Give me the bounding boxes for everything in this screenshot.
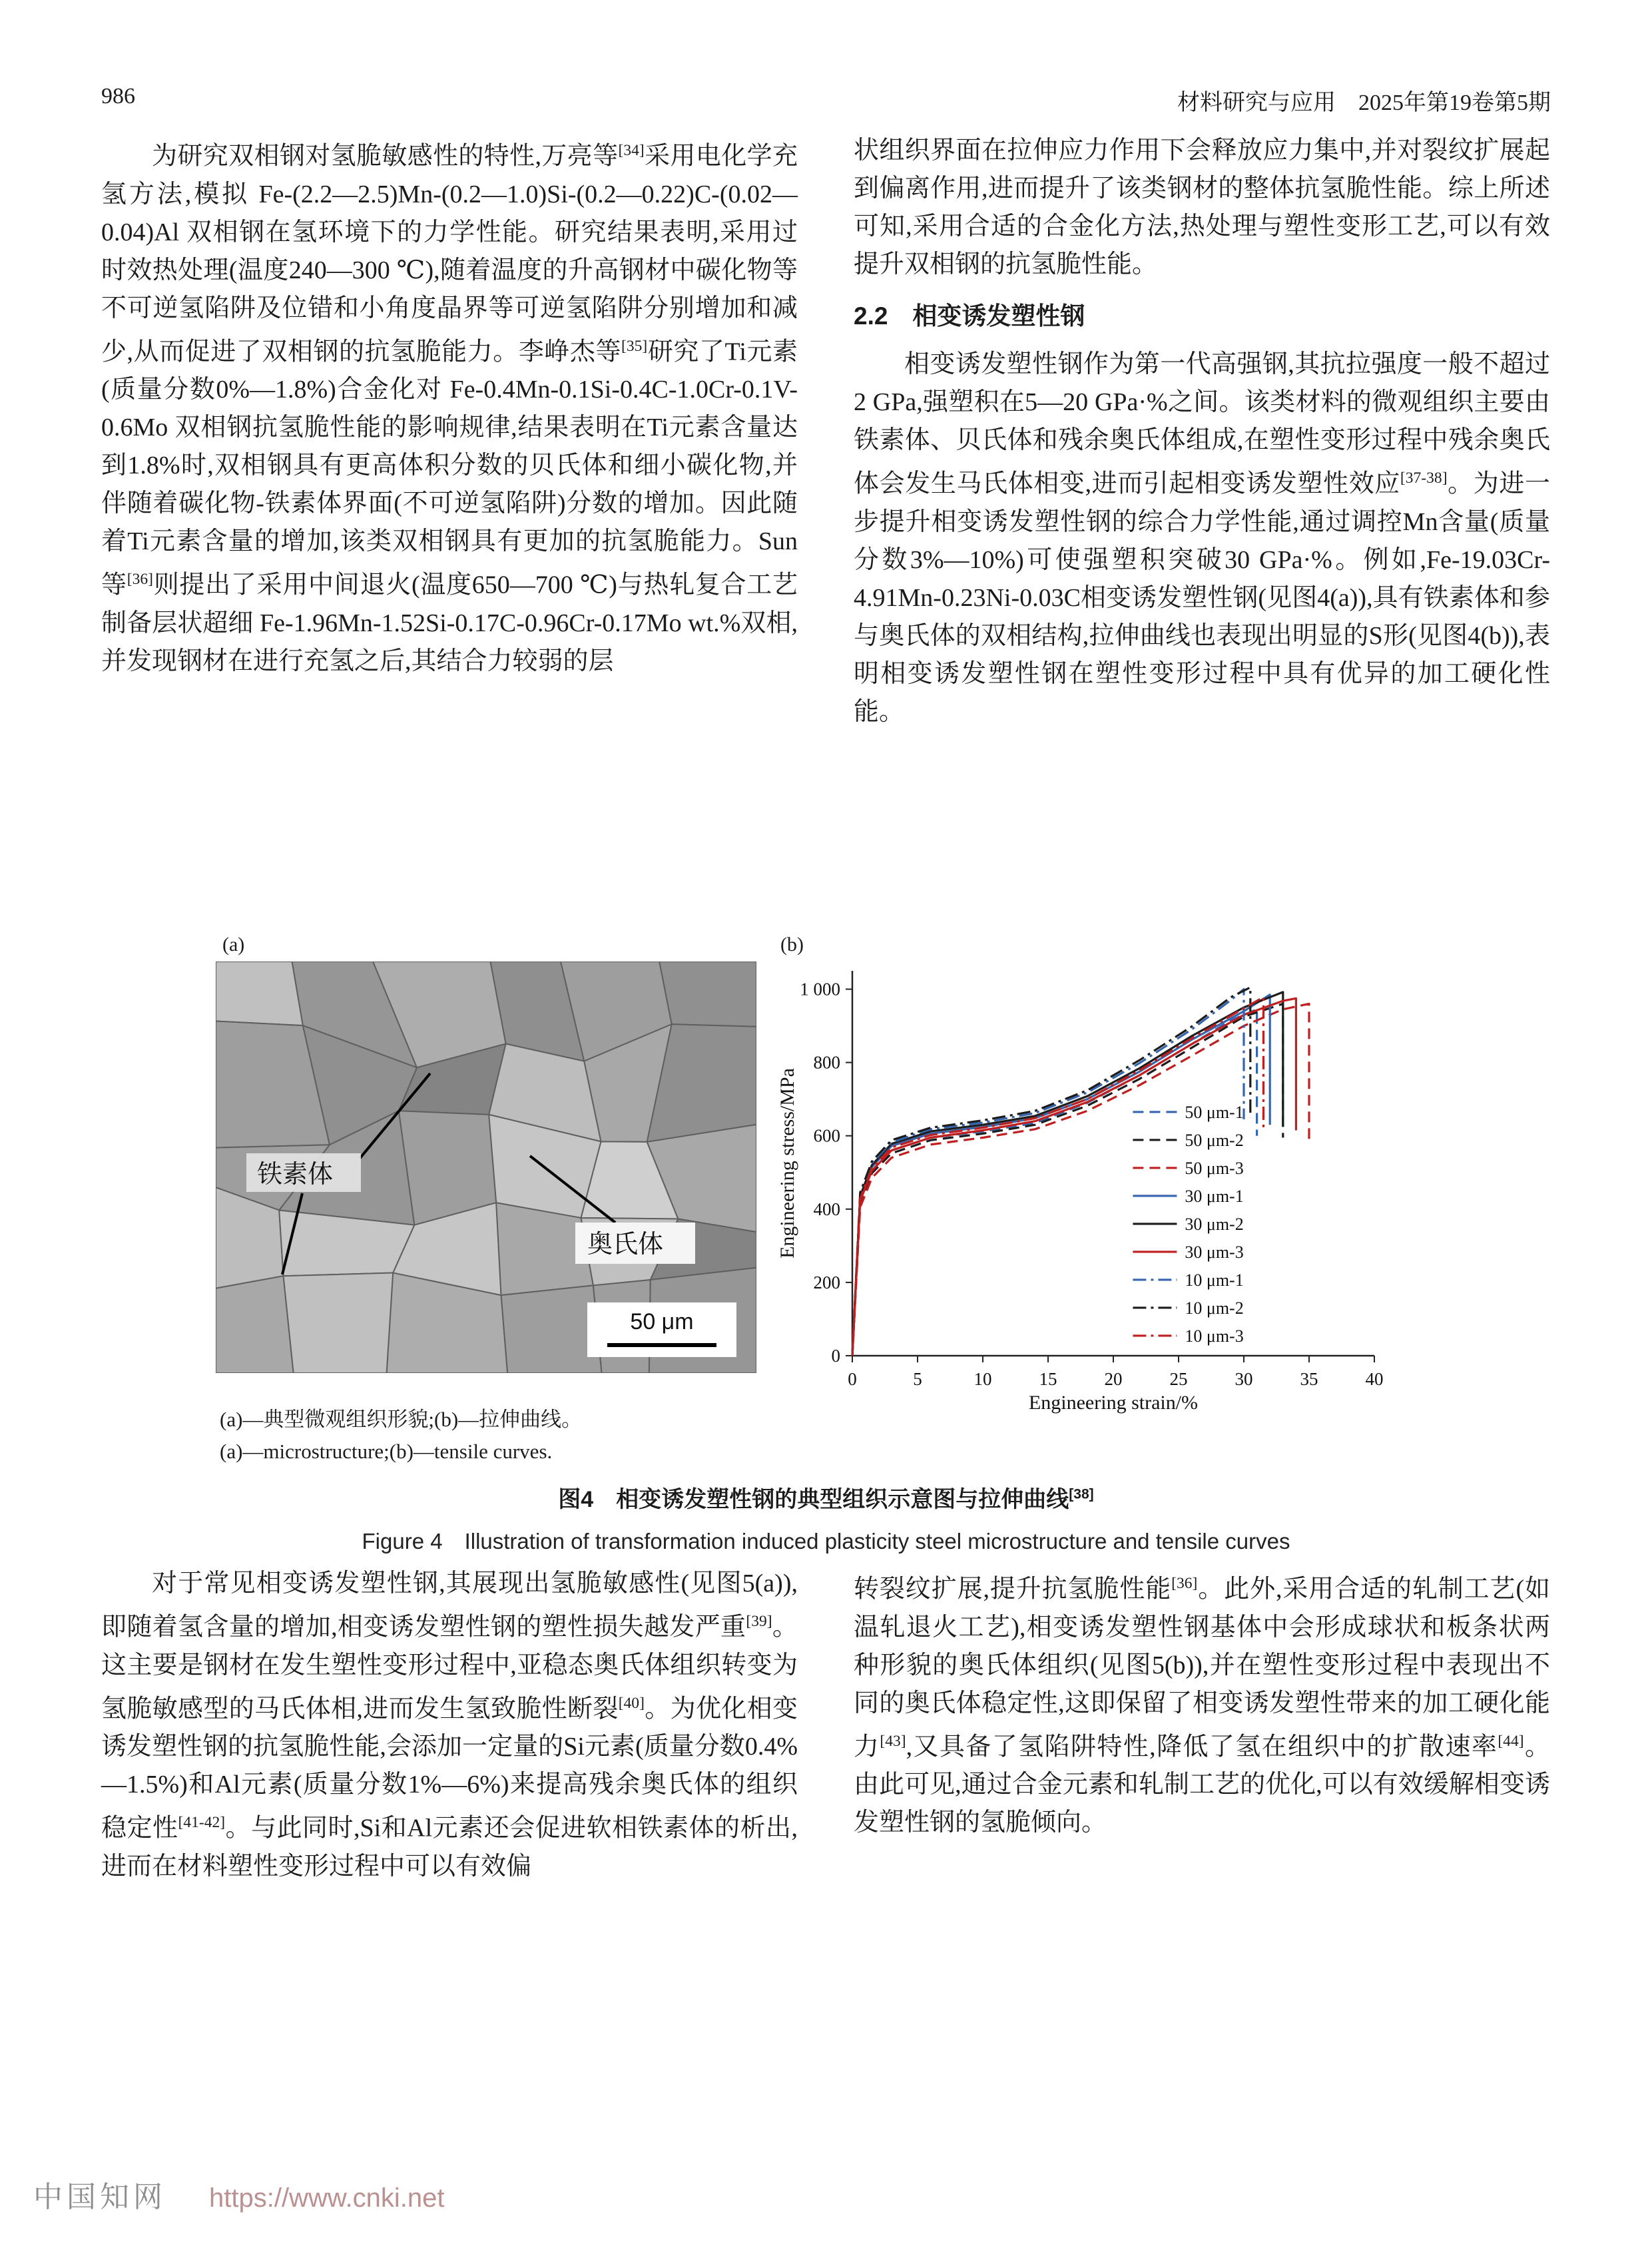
cnki-brand: 中国知网 xyxy=(33,2181,166,2213)
legend-label: 50 μm-2 xyxy=(1185,1130,1244,1150)
ferrite-label: 铁素体 xyxy=(257,1161,334,1189)
legend-label: 30 μm-1 xyxy=(1185,1186,1244,1206)
x-tick-label: 10 xyxy=(973,1369,992,1389)
bottom-text-columns xyxy=(101,1565,1550,1886)
x-tick-label: 0 xyxy=(848,1369,857,1389)
page-number: 986 xyxy=(101,84,135,109)
panel-b-label: (b) xyxy=(780,934,804,956)
x-tick-label: 35 xyxy=(1300,1369,1318,1389)
paragraph-trip-hydrogen: 对于常见相变诱发塑性钢,其展现出氢脆敏感性(见图5(a)),即随着氢含量的增加,相变诱发塑性钢的塑性损失越发严重[39]。这主要是钢材在发生塑性变形过程中,亚稳态奥氏体组织转变为氢脆敏感型的马氏体相,进而发生氢致脆性断裂[40]。为优化相变诱发塑性钢的抗氢脆性能,会添加一定量的Si元素(质量分数0.4%—1.5%)和Al元素(质量分数1%—6%)来提高残余奥氏体的组织稳定性[41-42]。与此同时,Si和Al元素还会促进软相铁素体的析出,进而在材料塑性变形过程中可以有效偏 xyxy=(101,1569,798,1880)
panel-a-label: (a) xyxy=(222,934,245,956)
figure-4 xyxy=(101,934,1551,1413)
right-column-bottom xyxy=(854,1565,1550,1886)
legend-label: 10 μm-1 xyxy=(1185,1270,1244,1290)
micrograph xyxy=(216,962,756,1373)
y-axis-title: Engineering stress/MPa xyxy=(776,1068,798,1259)
y-tick-label: 0 xyxy=(831,1346,840,1366)
caption-cn-small: (a)—典型微观组织形貌;(b)—拉伸曲线。 xyxy=(220,1408,583,1431)
x-tick-label: 30 xyxy=(1235,1369,1253,1389)
paragraph-trip-rolling: 转裂纹扩展,提升抗氢脆性能[36]。此外,采用合适的轧制工艺(如温轧退火工艺),相变诱发塑性钢基体中会形成球状和板条状两种形貌的奥氏体组织(见图5(b)),并在塑性变形过程中表现出不同的奥氏体稳定性,这即保留了相变诱发塑性带来的加工硬化能力[43],又具备了氢陷阱特性,降低了氢在组织中的扩散速率[44]。由此可见,通过合金元素和轧制工艺的优化,可以有效缓解相变诱发塑性钢的氢脆倾向。 xyxy=(854,1575,1550,1837)
caption-en-small: (a)—microstructure;(b)—tensile curves. xyxy=(220,1440,553,1463)
y-tick-label: 400 xyxy=(813,1199,840,1219)
grain xyxy=(659,962,756,1027)
legend-label: 10 μm-2 xyxy=(1185,1298,1244,1318)
cnki-watermark xyxy=(33,2173,444,2215)
legend-label: 10 μm-3 xyxy=(1185,1326,1244,1346)
top-text-columns xyxy=(101,132,1550,731)
x-tick-label: 25 xyxy=(1169,1369,1188,1389)
scale-bar-label: 50 μm xyxy=(630,1309,694,1334)
cnki-url-link[interactable]: https://www.cnki.net xyxy=(209,2183,445,2213)
left-column-top xyxy=(101,132,798,731)
paragraph-continuation: 状组织界面在拉伸应力作用下会释放应力集中,并对裂纹扩展起到偏离作用,进而提升了该类钢材的整体抗氢脆性能。综上所述可知,采用合适的合金化方法,热处理与塑性变形工艺,可以有效提升双相钢的抗氢脆性能。 xyxy=(854,137,1550,278)
y-tick-label: 1 000 xyxy=(800,979,840,999)
journal-title: 材料研究与应用 2025年第19卷第5期 xyxy=(1177,91,1551,115)
tensile-curves-chart xyxy=(774,956,1393,1422)
x-tick-label: 40 xyxy=(1365,1369,1384,1389)
grain xyxy=(216,962,303,1025)
grain xyxy=(216,1276,294,1373)
right-column-top xyxy=(854,132,1550,731)
paragraph-dual-phase-hydrogen: 为研究双相钢对氢脆敏感性的特性,万亮等[34]采用电化学充氢方法,模拟 Fe-(2.2—2.5)Mn-(0.2—1.0)Si-(0.2—0.22)C-(0.02—0.04)Al 双相钢在氢环境下的力学性能。研究结果表明,采用过时效热处理(温度240—300 ℃),随着温度的升高钢材中碳化物等不可逆氢陷阱及位错和小角度晶界等可逆氢陷阱分别增加和减少,从而促进了双相钢的抗氢脆能力。李峥杰等[35]研究了Ti元素(质量分数0%—1.8%)合金化对 Fe-0.4Mn-0.1Si-0.4C-1.0Cr-0.1V-0.6Mo 双相钢抗氢脆性能的影响规律,结果表明在Ti元素含量达到1.8%时,双相钢具有更高体积分数的贝氏体和细小碳化物,并伴随着碳化物-铁素体界面(不可逆氢陷阱)分数的增加。因此随着Ti元素含量的增加,该类双相钢具有更加的抗氢脆能力。Sun等[36]则提出了采用中间退火(温度650—700 ℃)与热轧复合工艺制备层状超细 Fe-1.96Mn-1.52Si-0.17C-0.96Cr-0.17Mo wt.%双相,并发现钢材在进行充氢之后,其结合力较弱的层 xyxy=(101,142,798,675)
left-column-bottom xyxy=(101,1565,798,1886)
grain xyxy=(501,1285,602,1373)
figure-caption-chinese: 图4 相变诱发塑性钢的典型组织示意图与拉伸曲线[38] xyxy=(558,1486,1094,1512)
legend-label: 50 μm-3 xyxy=(1185,1158,1244,1178)
figure-captions xyxy=(101,1404,1551,1555)
x-tick-label: 20 xyxy=(1104,1369,1123,1389)
austenite-label: 奥氏体 xyxy=(587,1231,664,1259)
legend-label: 30 μm-3 xyxy=(1185,1242,1244,1262)
legend-label: 30 μm-2 xyxy=(1185,1214,1244,1234)
x-tick-label: 5 xyxy=(913,1369,922,1389)
figure-caption-english: Figure 4 Illustration of transformation induced plasticity steel microstructure and tensile curves xyxy=(362,1529,1290,1553)
legend-label: 50 μm-1 xyxy=(1185,1102,1244,1122)
figure-panel-a xyxy=(216,934,756,1373)
paragraph-trip-steel: 相变诱发塑性钢作为第一代高强钢,其抗拉强度一般不超过2 GPa,强塑积在5—20 GPa·%之间。该类材料的微观组织主要由铁素体、贝氏体和残余奥氏体组成,在塑性变形过程中残余奥氏体会发生马氏体相变,进而引起相变诱发塑性效应[37-38]。为进一步提升相变诱发塑性钢的综合力学性能,通过调控Mn含量(质量分数3%—10%)可使强塑积突破30 GPa·%。例如,Fe-19.03Cr-4.91Mn-0.23Ni-0.03C相变诱发塑性钢(见图4(a)),具有铁素体和参与奥氏体的双相结构,拉伸曲线也表现出明显的S形(见图4(b)),表明相变诱发塑性钢在塑性变形过程中具有优异的加工硬化性能。 xyxy=(854,350,1550,726)
y-tick-label: 200 xyxy=(813,1272,840,1292)
y-tick-label: 800 xyxy=(813,1052,840,1073)
grain xyxy=(284,1273,394,1373)
y-tick-label: 600 xyxy=(813,1125,840,1146)
page-header xyxy=(101,84,1551,117)
section-heading-2-2: 2.2 相变诱发塑性钢 xyxy=(854,302,1085,330)
x-axis-title: Engineering strain/% xyxy=(1028,1392,1199,1414)
figure-panel-b xyxy=(774,934,1393,1422)
x-tick-label: 15 xyxy=(1039,1369,1057,1389)
